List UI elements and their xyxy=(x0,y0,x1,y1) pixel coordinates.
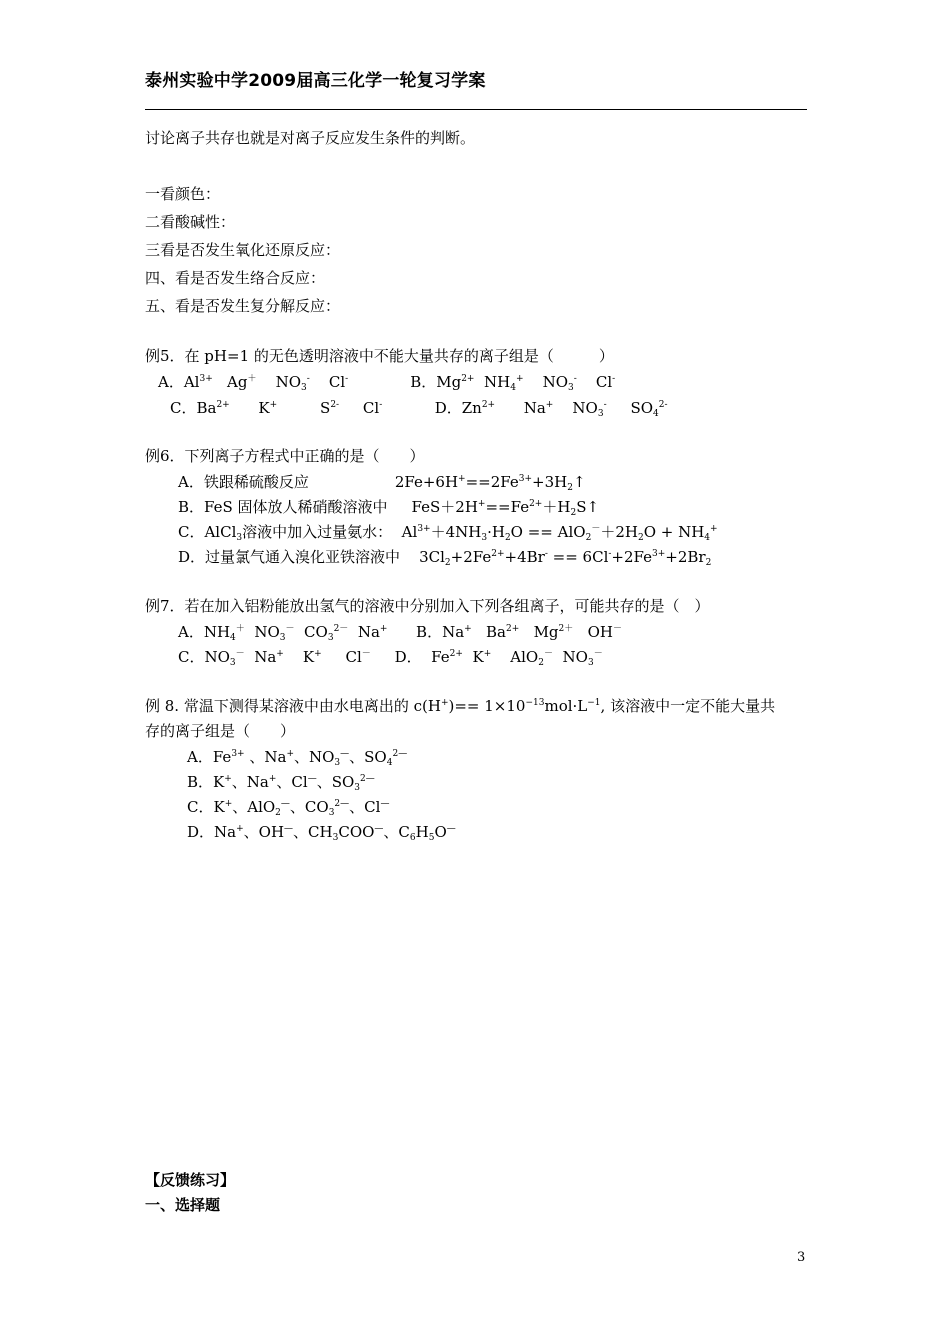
example8-option-d: D．Na+、OH—、$CH_3COO^—$、$C_6H_5O^—$ xyxy=(187,823,456,843)
example6-option-c: C．AlCl$_3$溶液中加入过量氨水： $Al^{3+}+4NH_3\cdot H_2O == AlO_2^-+2H_2O + NH_4^+$ xyxy=(178,523,718,543)
check-color: 一看颜色： xyxy=(145,185,221,203)
feedback-title: 【反馈练习】 xyxy=(145,1171,236,1189)
example6-b-label: B．FeS 固体放人稀硝酸溶液中 xyxy=(178,498,388,516)
example5-option-c-d: C．$Ba^{2+}$ K+ $S^{2-}$ Cl- D．$Zn^{2+}$ Na+ $NO_3^-$ $SO_4^{2-}$ xyxy=(170,399,668,419)
example5-option-a-b: A．$Al^{3+}$ Ag＋ $NO_3^-$ Cl- B．$Mg^{2+}$ $NH_4^+$ $NO_3^-$ Cl- xyxy=(158,373,616,393)
example5-question: 例5．在 pH=1 的无色透明溶液中不能大量共存的离子组是（ ） xyxy=(145,347,614,365)
check-redox: 三看是否发生氧化还原反应： xyxy=(145,241,341,259)
example7-question: 例7．若在加入铝粉能放出氢气的溶液中分别加入下列各组离子，可能共存的是（ ） xyxy=(145,597,710,615)
example6-c-label-tail: 溶液中加入过量氨水： xyxy=(242,523,393,541)
example7-option-c-d: C．$NO_3^-$ Na+ K+ Cl－ D． $Fe^{2+}$ K+ AlO$_2$－ $NO_3^-$ xyxy=(178,648,603,668)
example6-option-d: D．过量氯气通入溴化亚铁溶液中 $3Cl_2+2Fe^{2+}+4Br^- == 6Cl^-+2Fe^{3+}+2Br_2$ xyxy=(178,548,712,568)
example6-a-label: A．铁跟稀硫酸反应 xyxy=(178,473,309,491)
example6-question: 例6．下列离子方程式中正确的是（ ） xyxy=(145,447,425,465)
example8-option-c: C．K+、AlO$_2$—、$CO_3^{2—}$、Cl— xyxy=(187,798,390,818)
example8-question: 例 8. 常温下测得某溶液中由水电离出的 $c(H^+)== 1\times 10^{-13}mol\cdot L^{-1}$, 该溶液中一定不能大量共 xyxy=(145,697,776,715)
check-complex: 四、看是否发生络合反应： xyxy=(145,269,326,287)
example6-c-label: C．AlCl xyxy=(178,523,237,541)
example6-d-label: D．过量氯气通入溴化亚铁溶液中 xyxy=(178,548,401,566)
page-header-title: 泰州实验中学2009届高三化学一轮复习学案 xyxy=(145,71,486,91)
check-metathesis: 五、看是否发生复分解反应： xyxy=(145,297,341,315)
example8-option-a: A．$Fe^{3+}$ 、Na+、$NO_3^—$、$SO_4^{2—}$ xyxy=(187,748,408,768)
page-number: 3 xyxy=(797,1250,806,1265)
example6-option-b: B．FeS 固体放人稀硝酸溶液中 $FeS+2H^+==Fe^{2+}+H_2S↑$ xyxy=(178,498,600,518)
header-divider xyxy=(145,109,807,110)
example8-question-line2: 存的离子组是（ ） xyxy=(145,722,296,740)
example7-option-a-b: A．$NH_4^+$ $NO_3^-$ $CO_3^{2-}$ Na+ B．Na+ $Ba^{2+}$ $Mg^{2+}$ OH－ xyxy=(178,623,622,643)
feedback-section-heading: 一、选择题 xyxy=(145,1196,221,1214)
check-acidity: 二看酸碱性： xyxy=(145,213,236,231)
example6-option-a: A．铁跟稀硫酸反应 $2Fe+6H^+==2Fe^{3+}+3H_2↑$ xyxy=(178,473,586,493)
intro-text: 讨论离子共存也就是对离子反应发生条件的判断。 xyxy=(145,129,476,147)
example8-option-b: B．K+、Na+、Cl—、$SO_3^{2—}$ xyxy=(187,773,375,793)
